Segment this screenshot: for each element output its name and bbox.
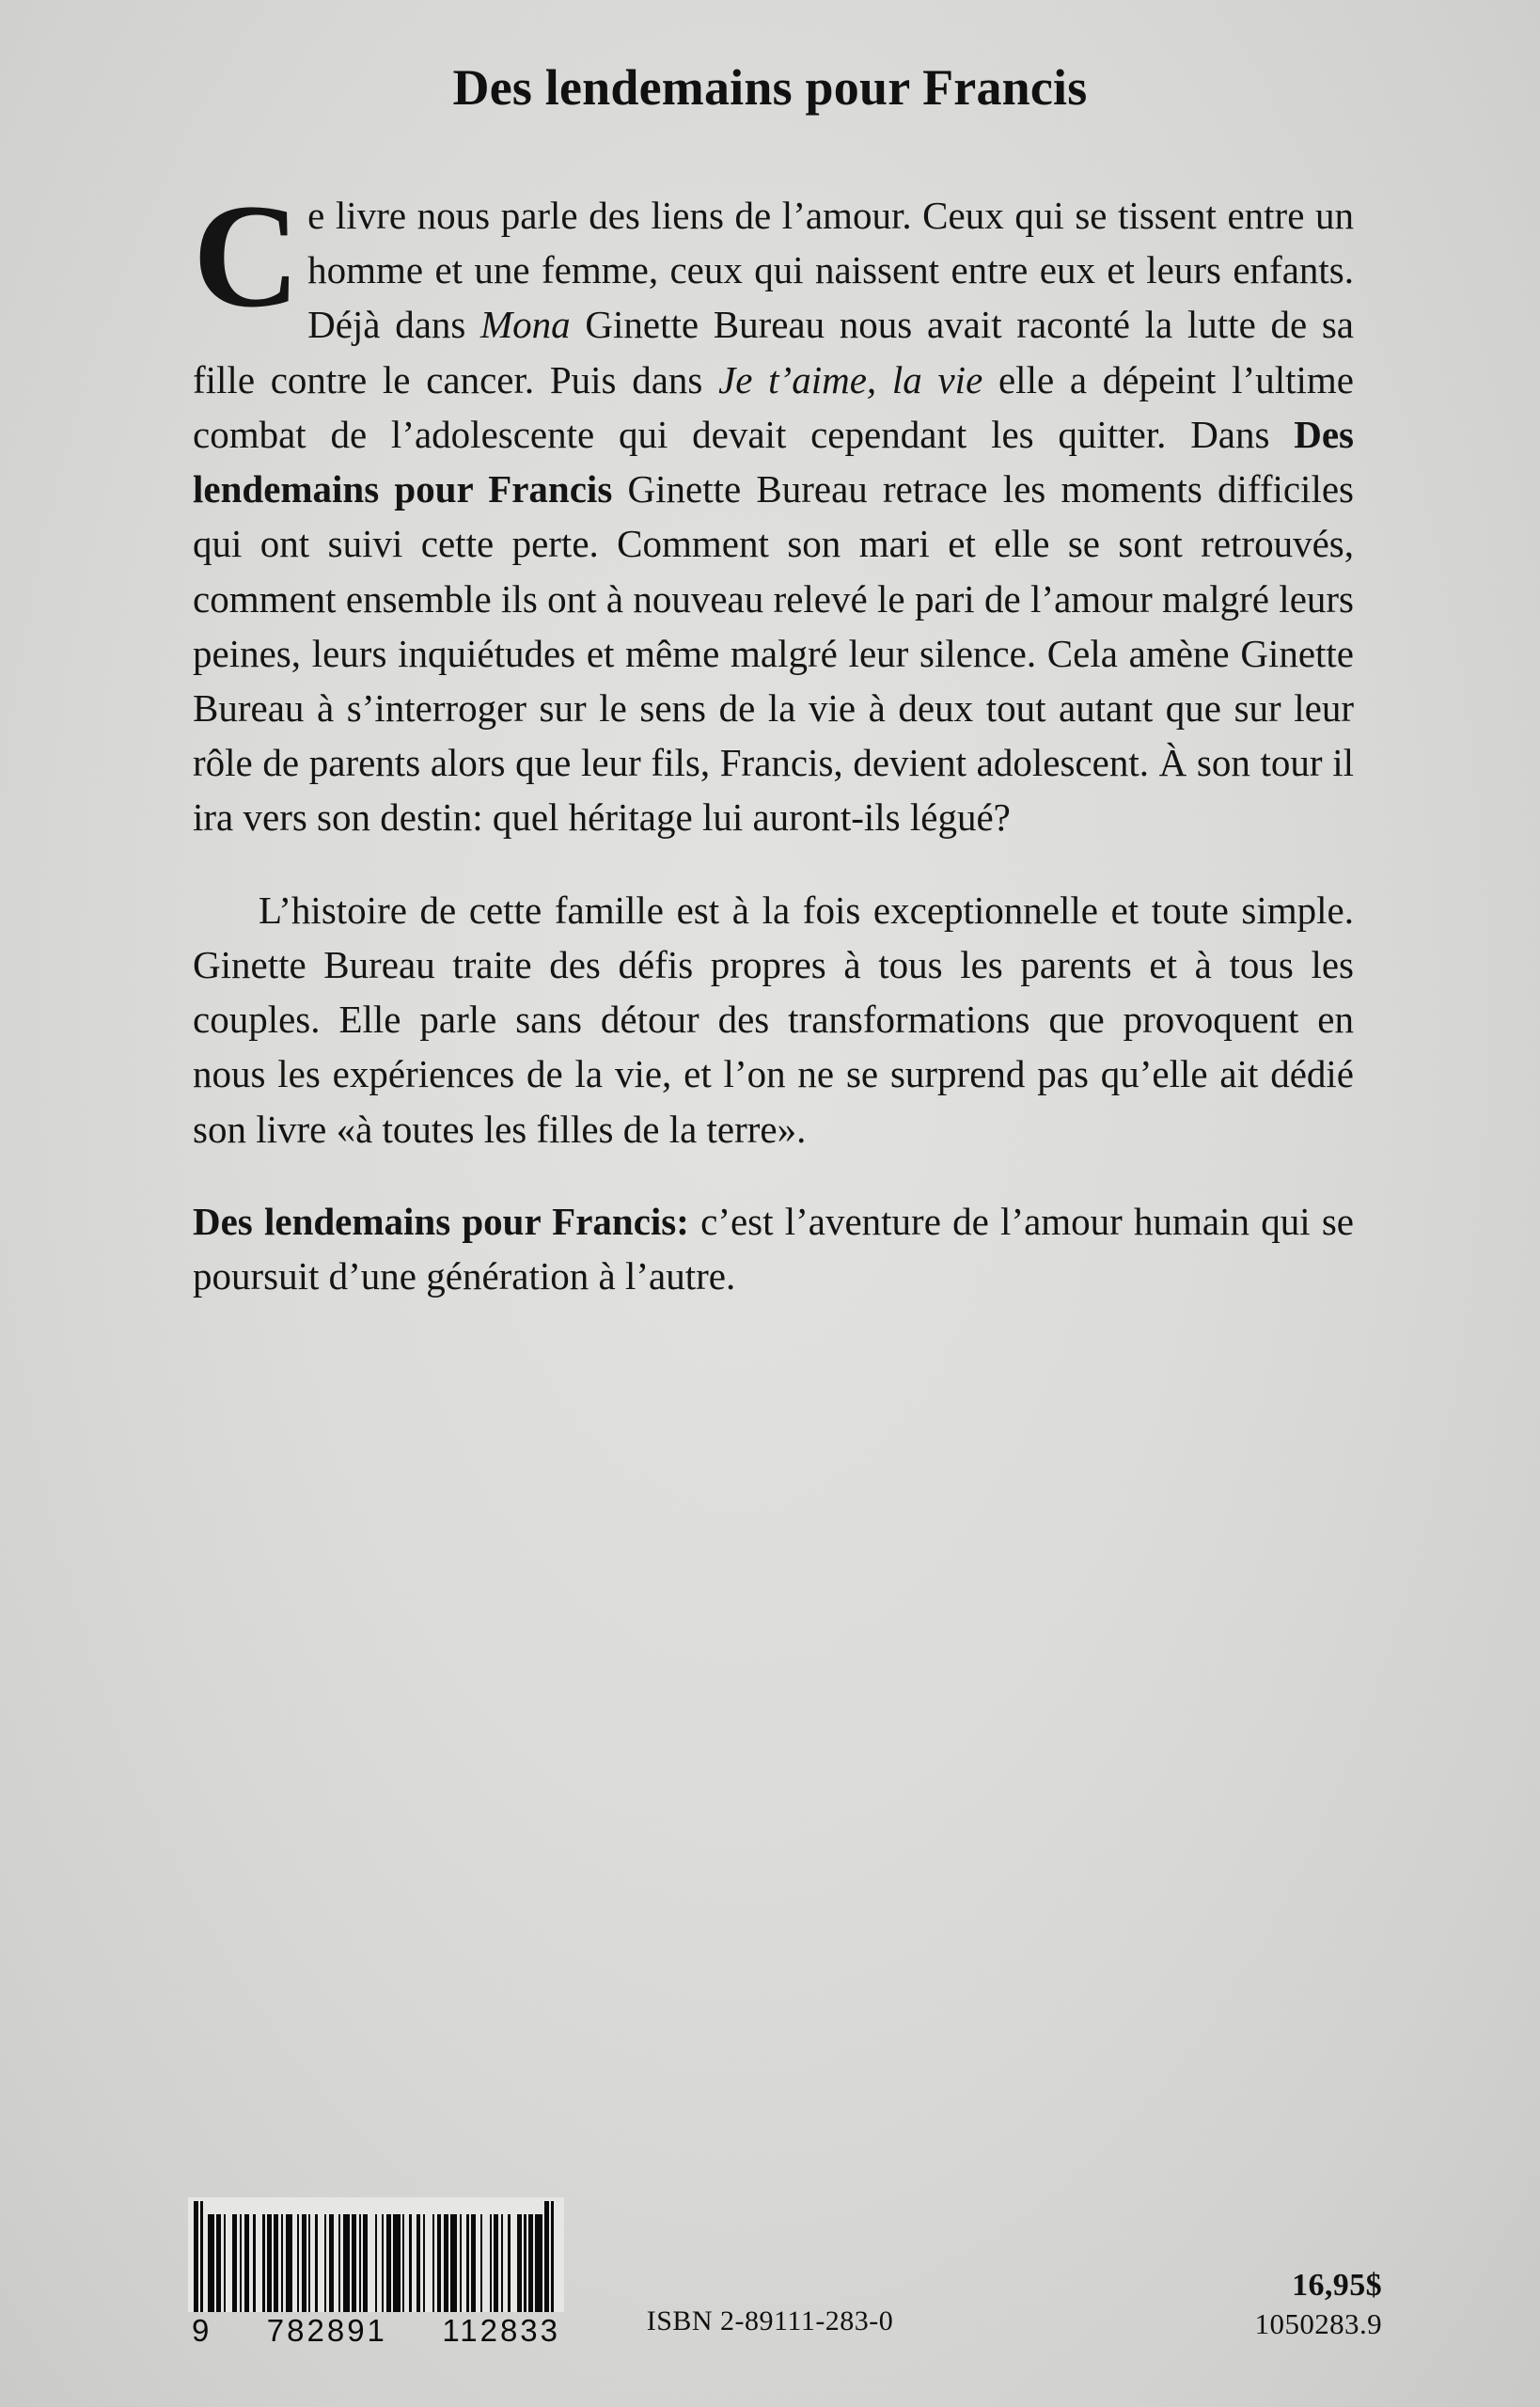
referenced-work-title-bold: Des lendemains pour Francis: bbox=[193, 1199, 689, 1243]
barcode-bar bbox=[425, 2214, 432, 2312]
referenced-work-title-italic: Mona bbox=[480, 303, 571, 347]
blurb-text-run: Ginette Bureau nous avait raconté la lutte de sa fille contre le cancer. Puis dans bbox=[193, 303, 1354, 401]
barcode-bar bbox=[368, 2214, 374, 2312]
barcode-bars bbox=[188, 2197, 564, 2312]
blurb-paragraph-3-runs bbox=[193, 1200, 1354, 1298]
blurb-paragraph-2-runs bbox=[193, 889, 1354, 1151]
barcode-bar bbox=[511, 2214, 517, 2312]
barcode-bar bbox=[450, 2214, 457, 2312]
barcode-digits bbox=[188, 2312, 564, 2349]
barcode bbox=[188, 2197, 564, 2349]
barcode-bar bbox=[393, 2214, 400, 2312]
blurb-paragraph-3 bbox=[193, 1194, 1354, 1303]
blurb-paragraph-1-runs bbox=[193, 174, 1354, 840]
cover-footer bbox=[0, 2172, 1540, 2407]
barcode-bar bbox=[208, 2214, 214, 2312]
barcode-bar bbox=[256, 2214, 262, 2312]
barcode-bar bbox=[226, 2214, 232, 2312]
blurb-text-run: Ginette Bureau retrace les moments difficiles qui ont suivi cette perte. Comment son mari et elle se sont retrouvés, comment ensemble ils ont à nouveau relevé le pari de l’amour malgré leurs peines, leurs inquiétudes et même malgré leur silence. Cela amène Ginette Bureau à s’interroger sur le sens de la vie à deux tout autant que sur leur rôle de parents alors que leur fils, Francis, devient adolescent. À son tour il ira vers son destin: quel héritage lui auront-ils légué? bbox=[193, 467, 1354, 840]
referenced-work-title-bold: Des lendemains pour Francis bbox=[193, 412, 1354, 511]
barcode-bar bbox=[343, 2214, 350, 2312]
drop-cap-letter: C bbox=[193, 174, 301, 338]
barcode-bar bbox=[554, 2201, 558, 2312]
referenced-work-title-italic: Je t’aime, la vie bbox=[718, 357, 983, 401]
blurb-text-run: e livre nous parle des liens de l’amour. Ceux qui se tissent entre un homme et une femme, ceux qui naissent entre eux et leurs enfants. Déjà dans bbox=[307, 194, 1354, 347]
isbn-text: ISBN 2-89111-283-0 bbox=[646, 2305, 894, 2336]
barcode-bar bbox=[482, 2214, 489, 2312]
barcode-digit-group-right: 112833 bbox=[442, 2313, 560, 2348]
barcode-digit-group-left: 9 bbox=[192, 2313, 212, 2348]
barcode-bar bbox=[535, 2214, 542, 2312]
barcode-bar bbox=[318, 2214, 324, 2312]
blurb-text-run: c’est l’aventure de l’amour humain qui se poursuit d’une génération à l’autre. bbox=[193, 1199, 1354, 1298]
barcode-digit-group-mid: 782891 bbox=[266, 2313, 387, 2348]
blurb-text-run: L’histoire de cette famille est à la fois exceptionnelle et toute simple. Ginette Bureau traite des défis propres à tous les parents et à tous les couples. Elle parle sans détour des transformations que provoquent en nous les expériences de la vie, et l’on ne se surprend pas qu’elle ait dédié son livre «à toutes les filles de la terre». bbox=[193, 888, 1354, 1151]
blurb-text-run: elle a dépeint l’ultime combat de l’adolescente qui devait cependant les quitter. Dans bbox=[193, 357, 1354, 456]
blurb-paragraph-2 bbox=[193, 883, 1354, 1156]
blurb-column bbox=[193, 174, 1354, 1303]
internal-code-label: 1050283.9 bbox=[1254, 2307, 1382, 2341]
price-label: 16,95$ bbox=[1292, 2267, 1382, 2303]
price-block bbox=[1255, 2265, 1382, 2343]
barcode-bar bbox=[286, 2214, 292, 2312]
blurb-paragraph-1 bbox=[193, 174, 1354, 845]
page-title: Des lendemains pour Francis bbox=[452, 59, 1088, 117]
